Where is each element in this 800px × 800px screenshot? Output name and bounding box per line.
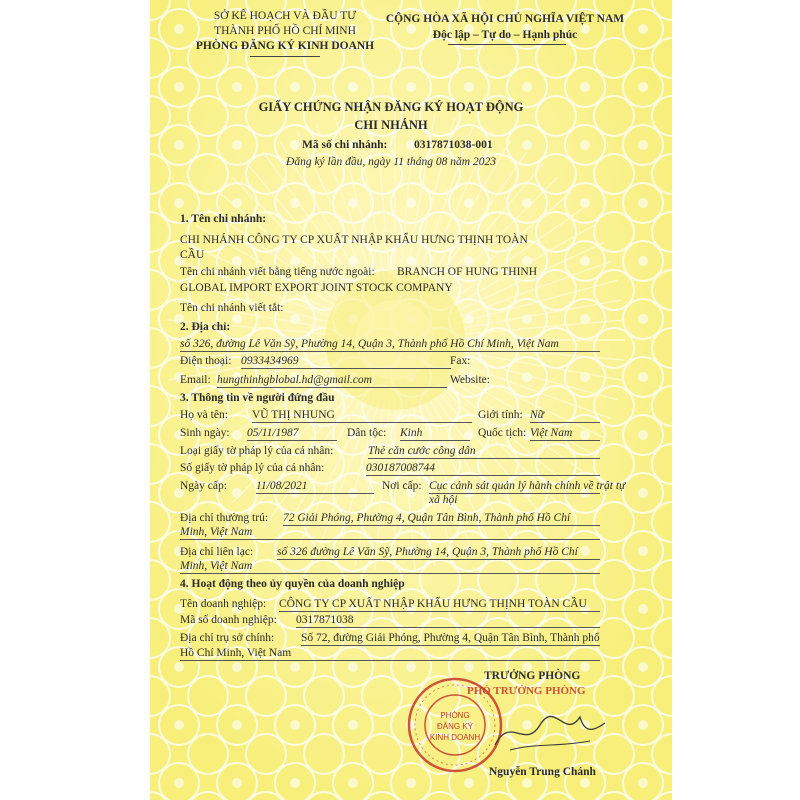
issue-place-label: Nơi cấp: [382,480,422,492]
section-1-heading: 1. Tên chi nhánh: [180,213,267,225]
header-country: CỘNG HÒA XÃ HỘI CHỦ NGHĨA VIỆT NAM [385,13,625,25]
header-city: THÀNH PHỐ HỒ CHÍ MINH [214,25,356,37]
foreign-name-value2: GLOBAL IMPORT EXPORT JOINT STOCK COMPANY [180,282,453,294]
nationality-label: Quốc tịch: [478,427,527,439]
branch-code-label: Mã số chi nhánh: [302,139,388,151]
registration-date: Đăng ký lần đầu, ngày 11 tháng 08 năm 2023 [286,156,496,168]
email-label: Email: [180,374,211,386]
issue-date-value: 11/08/2021 [256,480,374,494]
contact-address-value1: số 326 đường Lê Văn Sỹ, Phường 14, Quận 3, Thành phố Hồ Chí [277,546,600,560]
ethnic-label: Dân tộc: [347,427,387,439]
contact-address-value2: Minh, Việt Nam [180,560,600,574]
doc-type-label: Loại giấy tờ pháp lý của cá nhân: [180,445,334,457]
company-name-label: Tên doanh nghiệp: [180,598,267,610]
short-name-label: Tên chi nhánh viết tắt: [180,302,284,314]
head-name-label: Họ và tên: [180,409,228,421]
hq-address-label: Địa chỉ trụ sở chính: [180,632,275,644]
permanent-address-value1: 72 Giải Phóng, Phường 4, Quận Tân Bình, Thành phố Hồ Chí [283,512,600,526]
head-name-value: VŨ THỊ NHUNG [252,409,472,423]
dob-value: 05/11/1987 [247,427,337,441]
hq-address-value1: Số 72, đường Giải Phóng, Phường 4, Quận Tân Bình, Thành phố [301,632,600,644]
contact-address-label: Địa chỉ liên lạc: [180,546,254,558]
hq-address-value2: Hồ Chí Minh, Việt Nam [180,647,600,661]
signature-title: TRƯỞNG PHÒNG [484,670,581,682]
permanent-address-label: Địa chỉ thường trú: [180,512,269,524]
stamp-text-3: KINH DOANH [429,733,481,742]
dob-label: Sinh ngày: [180,427,230,439]
nationality-value: Việt Nam [530,427,600,441]
permanent-address-value2: Minh, Việt Nam [180,526,600,540]
doc-title-sub: CHI NHÁNH [354,118,428,132]
branch-name-line2: CẦU [180,249,205,261]
doc-number-value: 030187008744 [366,462,600,476]
section-2-heading: 2. Địa chỉ: [180,321,231,333]
foreign-name-label: Tên chi nhánh viết bằng tiếng nước ngoài: [180,266,375,278]
branch-address: số 326, đường Lê Văn Sỹ, Phường 14, Quận 3, Thành phố Hồ Chí Minh, Việt Nam [180,338,600,352]
signer-name: Nguyễn Trung Chánh [489,766,596,778]
branch-name-line1: CHI NHÁNH CÔNG TY CP XUẤT NHẬP KHẨU HƯNG THỊNH TOÀN [180,234,528,246]
issue-place-value2: xã hội [429,494,458,506]
issue-place-value1: Cục cảnh sát quản lý hành chính về trật tự [429,480,626,492]
section-4-heading: 4. Hoạt động theo ủy quyền của doanh nghiệp [180,578,405,590]
phone-value: 0933434969 [241,355,451,369]
doc-type-value: Thẻ căn cước công dân [368,445,600,459]
signature-deputy: PHÓ TRƯỞNG PHÒNG [467,685,586,697]
email-value: hungthinhgblobal.hd@gmail.com [217,374,447,388]
header-office: PHÒNG ĐĂNG KÝ KINH DOANH [195,40,375,52]
fax-label: Fax: [450,355,471,367]
company-name-value: CÔNG TY CP XUẤT NHẬP KHẨU HƯNG THỊNH TOÀN CẦU [279,598,600,612]
company-code-label: Mã số doanh nghiệp: [180,614,277,626]
certificate-paper [150,0,672,800]
header-ministry: SỞ KẾ HOẠCH VÀ ĐẦU TƯ [213,10,357,22]
doc-number-label: Số giấy tờ pháp lý của cá nhân: [180,462,325,474]
issue-date-label: Ngày cấp: [180,480,227,492]
stamp-text-1: PHÒNG [440,711,470,720]
header-left-rule [250,56,320,57]
branch-code-value: 0317871038-001 [414,139,493,151]
stamp-text-2: ĐĂNG KÝ [436,722,473,731]
gender-label: Giới tính: [478,409,523,421]
section-3-heading: 3. Thông tin về người đứng đầu [180,392,335,404]
foreign-name-value1: BRANCH OF HUNG THINH [397,266,538,278]
header-motto: Độc lập – Tự do – Hạnh phúc [432,29,578,41]
phone-label: Điện thoại: [180,355,232,367]
company-code-value: 0317871038 [296,614,600,628]
ethnic-value: Kinh [400,427,470,441]
gender-value: Nữ [530,409,600,423]
website-label: Website: [450,374,490,386]
doc-title: GIẤY CHỨNG NHẬN ĐĂNG KÝ HOẠT ĐỘNG [258,100,524,114]
handwritten-signature [490,705,610,760]
header-right-rule [448,44,566,45]
